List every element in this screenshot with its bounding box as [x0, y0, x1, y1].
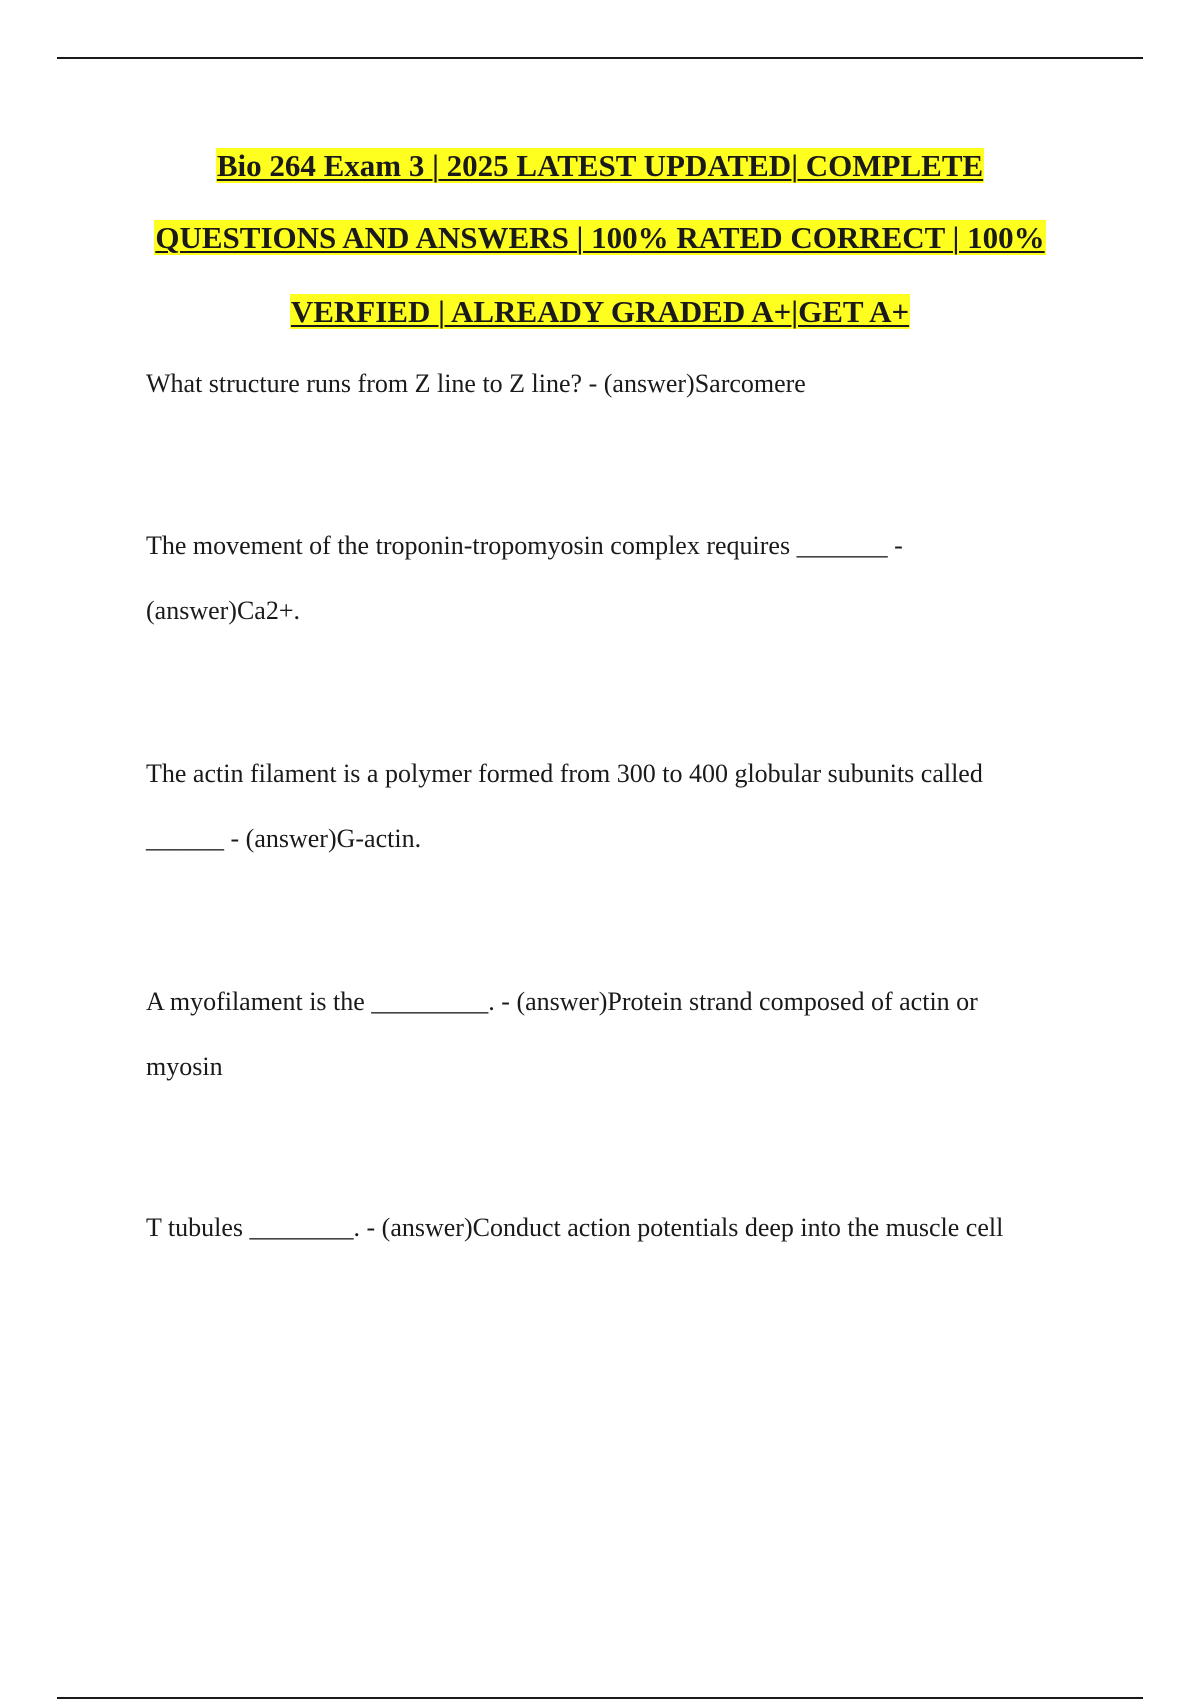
document-title-line-2: [0, 219, 1200, 257]
header-rule: [57, 57, 1143, 59]
title-highlight-1: Bio 264 Exam 3 | 2025 LATEST UPDATED| COMPLETE: [216, 148, 984, 183]
title-highlight-3: VERFIED | ALREADY GRADED A+|GET A+: [290, 294, 910, 329]
qa-item-5: [146, 1213, 1086, 1278]
qa-item-2: [146, 531, 1086, 661]
qa-question-text: The actin filament is a polymer formed from 300 to 400 globular subunits called: [146, 759, 983, 788]
qa-question-text: The movement of the troponin-tropomyosin complex requires _______ -: [146, 531, 903, 560]
title-highlight-2: QUESTIONS AND ANSWERS | 100% RATED CORRECT | 100%: [155, 220, 1045, 255]
qa-question-text: What structure runs from Z line to Z line? - (answer)Sarcomere: [146, 369, 806, 398]
qa-question-text: A myofilament is the _________. - (answer)Protein strand composed of actin or: [146, 987, 978, 1016]
qa-item-1: [146, 369, 1086, 434]
qa-answer-text: ______ - (answer)G-actin.: [146, 824, 422, 853]
footer-rule: [57, 1697, 1143, 1699]
qa-answer-text: myosin: [146, 1052, 223, 1081]
qa-answer-text: (answer)Ca2+.: [146, 596, 300, 625]
qa-item-4: [146, 987, 1086, 1117]
qa-question-text: T tubules ________. - (answer)Conduct action potentials deep into the muscle cell: [146, 1213, 1004, 1242]
document-title-line-1: [0, 147, 1200, 185]
document-title-line-3: [0, 293, 1200, 331]
qa-item-3: [146, 759, 1086, 889]
